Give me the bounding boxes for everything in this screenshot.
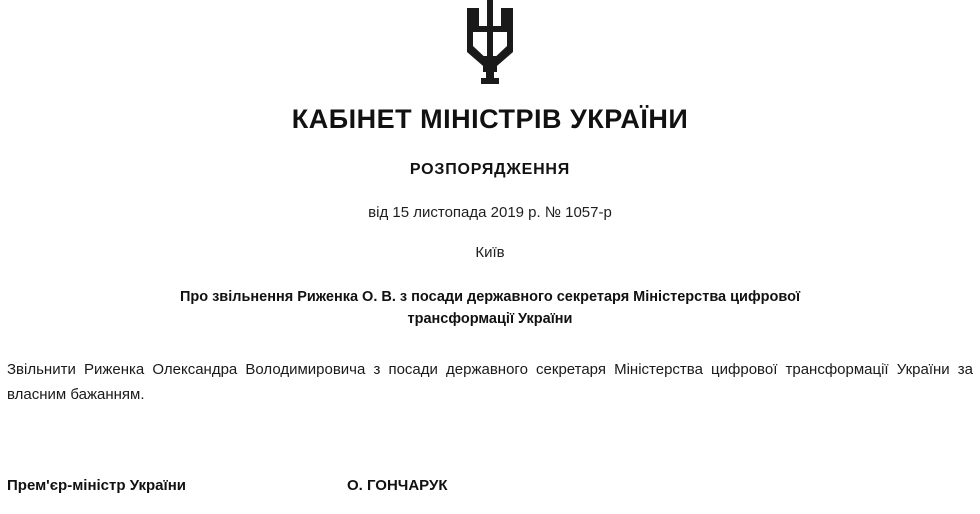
document-city: Київ: [475, 244, 505, 261]
document-date-number: від 15 листопада 2019 р. № 1057-р: [368, 204, 612, 221]
emblem-container: [4, 0, 976, 86]
ukraine-tryzub-coat-of-arms-icon: [459, 0, 521, 86]
document-body-text: Звільнити Риженка Олександра Володимировича з посади державного секретаря Міністерства цифрової трансформації України за власним бажанням.: [7, 360, 973, 404]
document-type: РОЗПОРЯДЖЕННЯ: [409, 161, 571, 178]
document-subject: Про звільнення Риженка О. В. з посади державного секретаря Міністерства цифрової трансформації України: [179, 289, 801, 328]
organization-title: КАБІНЕТ МІНІСТРІВ УКРАЇНИ: [291, 104, 689, 134]
signature-block: [4, 477, 976, 494]
signatory-name: О. ГОНЧАРУК: [347, 477, 448, 495]
signatory-title: Прем'єр-міністр України: [7, 477, 186, 495]
